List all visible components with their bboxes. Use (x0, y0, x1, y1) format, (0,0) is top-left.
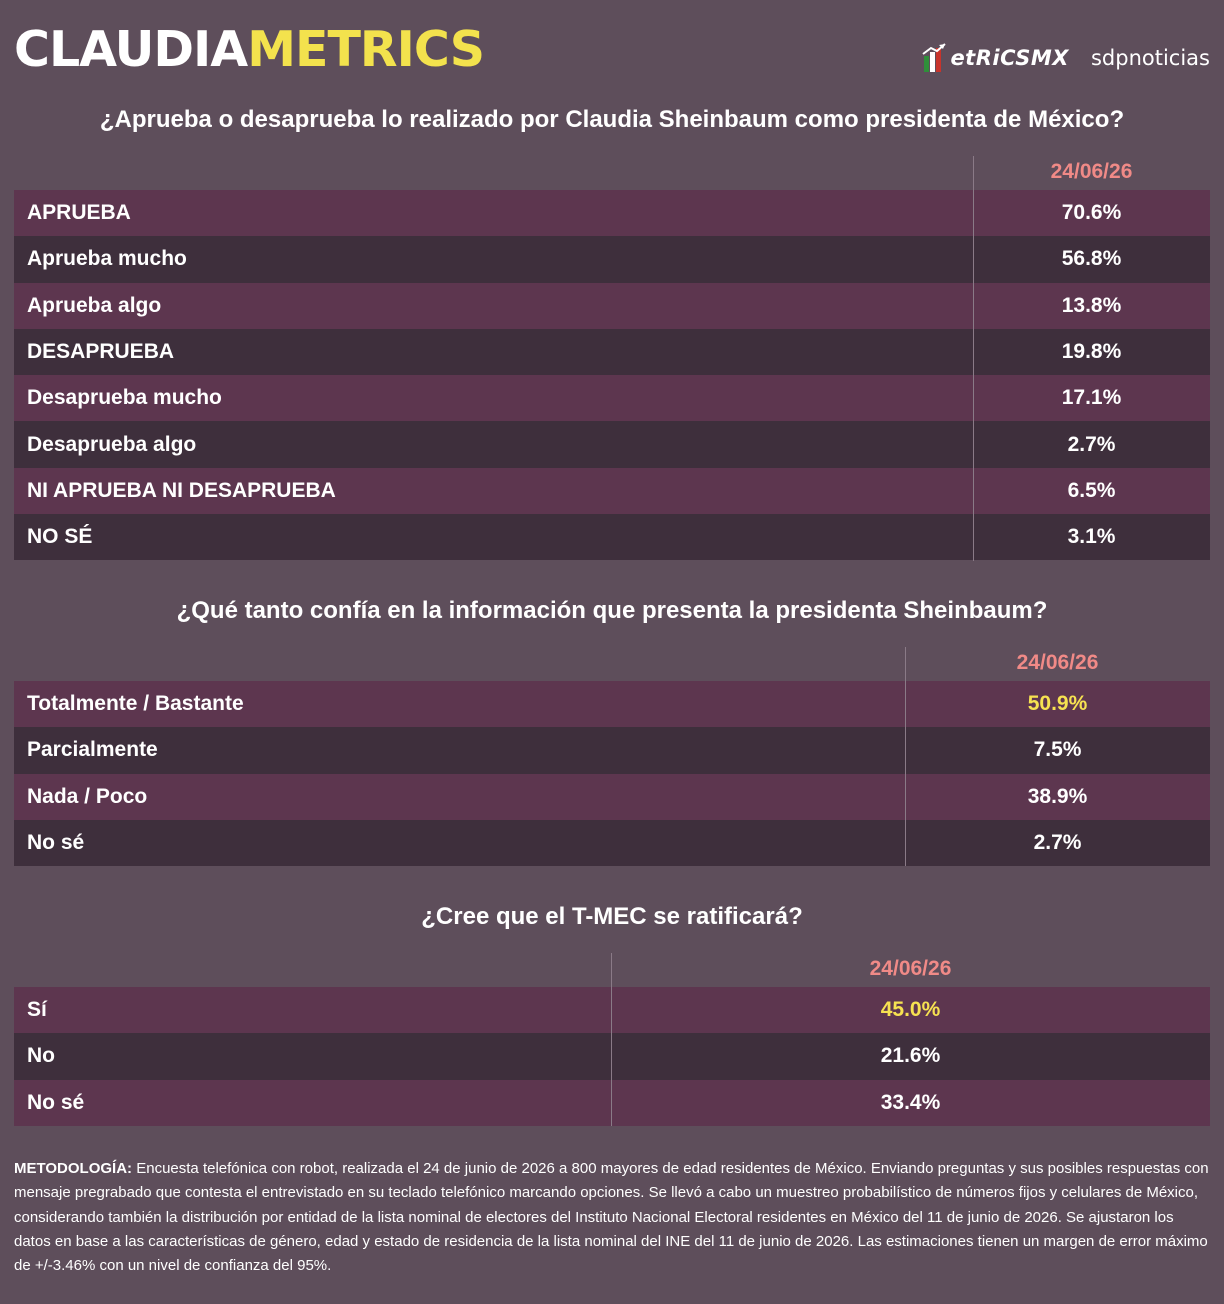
row-label: No sé (27, 1090, 85, 1114)
table-row (14, 681, 1210, 727)
row-label: No sé (27, 831, 85, 855)
row-value: 38.9% (1027, 784, 1088, 808)
row-label: Desaprueba algo (27, 432, 197, 456)
row-value: 7.5% (1033, 738, 1082, 762)
table-row (14, 329, 1210, 375)
brand-logo (14, 22, 484, 78)
row-value: 33.4% (880, 1090, 941, 1114)
brand-part-1: CLAUDIA (14, 21, 248, 78)
row-label: NI APRUEBA NI DESAPRUEBA (27, 478, 336, 502)
metricsmx-text: etRiCSMX (950, 46, 1069, 70)
row-value: 19.8% (1061, 340, 1122, 364)
row-label: Parcialmente (27, 738, 158, 762)
table-row (14, 190, 1210, 236)
table-row (14, 774, 1210, 820)
table-row (14, 236, 1210, 282)
date-column-header: 24/06/26 (1016, 651, 1099, 674)
column-divider (973, 156, 974, 561)
methodology-body: Encuesta telefónica con robot, realizada el 24 de junio de 2026 a 800 mayores de edad residentes de México. Enviando preguntas y sus posibles respuestas con mensaje pregrabado que contesta el entrevistado en su teclado telefónico marcando opciones. Se llevó a cabo un muestreo probabilístico de números fijos y celulares de México, considerando también la distribución por entidad de la lista nominal de electores del Instituto Nacional Electoral residentes en México del 11 de junio de 2026. Se ajustaron los datos en base a las características de género, edad y estado de residencia de la lista nominal del INE del 11 de junio de 2026. Las estimaciones tienen un margen de error máximo de +/-3.46% con un nivel de confianza del 95%. (14, 1160, 1209, 1275)
table-row (14, 375, 1210, 421)
table-row (14, 421, 1210, 467)
row-label: DESAPRUEBA (27, 340, 175, 364)
row-label: Totalmente / Bastante (27, 692, 244, 716)
tmec-table (14, 953, 1210, 1126)
table-row (14, 514, 1210, 560)
date-column-header: 24/06/26 (1050, 160, 1133, 183)
row-value: 2.7% (1033, 831, 1082, 855)
row-value: 13.8% (1061, 293, 1122, 317)
row-value: 6.5% (1067, 478, 1116, 502)
table-row (14, 727, 1210, 773)
date-header-row (14, 953, 1210, 987)
question-1-title: ¿Aprueba o desaprueba lo realizado por Claudia Sheinbaum como presidenta de México? (99, 106, 1125, 133)
row-label: Nada / Poco (27, 784, 148, 808)
table-row (14, 283, 1210, 329)
date-header-row (14, 156, 1210, 190)
row-value: 3.1% (1067, 525, 1116, 549)
row-value: 70.6% (1061, 201, 1122, 225)
row-value: 45.0% (880, 998, 941, 1022)
brand-part-2: METRICS (247, 21, 484, 78)
row-label: APRUEBA (27, 201, 131, 225)
chart-arrow-icon (922, 42, 948, 74)
row-label: Aprueba mucho (27, 247, 187, 271)
row-value: 21.6% (880, 1044, 941, 1068)
sdpnoticias-logo: sdpnoticias (1090, 46, 1210, 70)
date-header-row (14, 647, 1210, 681)
row-value: 17.1% (1061, 386, 1122, 410)
row-label: Desaprueba mucho (27, 386, 222, 410)
row-label: No (27, 1044, 55, 1068)
column-divider (905, 647, 906, 866)
partner-logos (922, 40, 1210, 76)
table-row (14, 468, 1210, 514)
column-divider (611, 953, 612, 1126)
question-3-title: ¿Cree que el T-MEC se ratificará? (421, 903, 803, 930)
table-row (14, 1080, 1210, 1126)
row-label: NO SÉ (27, 525, 93, 549)
row-value: 2.7% (1067, 432, 1116, 456)
date-column-header: 24/06/26 (869, 957, 952, 980)
table-row (14, 987, 1210, 1033)
row-value: 56.8% (1061, 247, 1122, 271)
metricsmx-logo (922, 42, 1069, 74)
header (0, 0, 1224, 100)
methodology-text (14, 1157, 1210, 1278)
question-2-title: ¿Qué tanto confía en la información que presenta la presidenta Sheinbaum? (176, 597, 1048, 624)
table-row (14, 820, 1210, 866)
methodology-label: METODOLOGÍA: (14, 1160, 133, 1177)
row-value: 50.9% (1027, 692, 1088, 716)
row-label: Sí (27, 998, 47, 1022)
row-label: Aprueba algo (27, 293, 162, 317)
approval-table (14, 156, 1210, 560)
table-row (14, 1033, 1210, 1079)
trust-table (14, 647, 1210, 866)
